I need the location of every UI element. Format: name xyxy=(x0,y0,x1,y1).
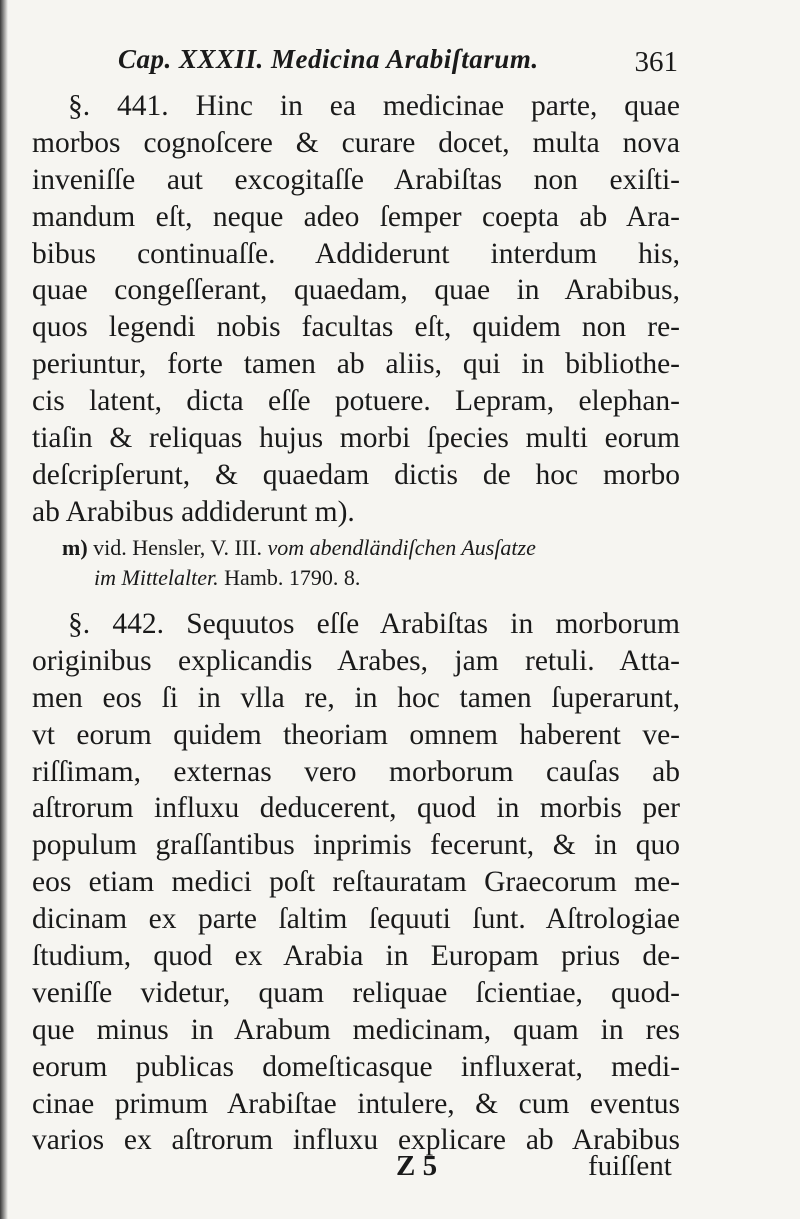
text-line: §. 442. Sequutos eſſe Arabiſtas in morborum xyxy=(68,608,680,640)
text-line: cis latent, dicta eſſe potuere. Lepram, elephan- xyxy=(32,385,680,418)
text-line: ab Arabibus addiderunt m). xyxy=(32,495,355,528)
running-title: Cap. XXXII. Medicina Arabiſtarum. xyxy=(118,44,539,74)
footnote-suffix: Hamb. 1790. 8. xyxy=(224,565,361,590)
section-441 xyxy=(32,88,680,531)
text-line: §. 441. Hinc in ea medicinae parte, quae xyxy=(68,90,680,122)
text-line: morbos cognoſcere & curare docet, multa nova xyxy=(32,126,680,159)
section-442 xyxy=(32,606,680,1159)
footnote xyxy=(62,533,680,593)
text-line: mandum eſt, neque adeo ſemper coepta ab Ara- xyxy=(32,200,680,233)
page-footer xyxy=(0,1150,800,1190)
footnote-line xyxy=(62,533,680,563)
text-line: ſtudium, quod ex Arabia in Europam prius de- xyxy=(32,940,680,973)
footnote-line xyxy=(62,563,680,593)
text-line: bibus continuaſſe. Addiderunt interdum his, xyxy=(32,237,680,270)
catchword: fuiſſent xyxy=(588,1150,672,1182)
footnote-title-part2: im Mittelalter. xyxy=(94,565,219,590)
text-line: deſcripſerunt, & quaedam dictis de hoc morbo xyxy=(32,458,680,491)
text-line: tiaſin & reliquas hujus morbi ſpecies multi eorum xyxy=(32,422,680,455)
footnote-title-part1: vom abendländiſchen Ausſatze xyxy=(267,535,536,560)
text-line: dicinam ex parte ſaltim ſequuti ſunt. Aſtrologiae xyxy=(32,903,680,936)
signature-mark: Z 5 xyxy=(396,1150,438,1182)
text-line: cinae primum Arabiſtae intulere, & cum eventus xyxy=(32,1087,680,1120)
footnote-marker: m) xyxy=(62,535,88,560)
text-line: populum graſſantibus inprimis fecerunt, & in quo xyxy=(32,829,680,862)
text-line: quos legendi nobis facultas eſt, quidem non re- xyxy=(32,311,680,344)
text-line: veniſſe videtur, quam reliquae ſcientiae, quod- xyxy=(32,976,680,1009)
text-line: originibus explicandis Arabes, jam retuli. Atta- xyxy=(32,644,680,677)
text-line: vt eorum quidem theoriam omnem haberent ve- xyxy=(32,718,680,751)
text-line: eorum publicas domeſticasque influxerat, medi- xyxy=(32,1050,680,1083)
text-line: eos etiam medici poſt reſtauratam Graecorum me- xyxy=(32,866,680,899)
text-line: inveniſſe aut excogitaſſe Arabiſtas non exiſti- xyxy=(32,163,680,196)
text-line: men eos ſi in vlla re, in hoc tamen ſuperarunt, xyxy=(32,681,680,714)
text-line: periuntur, forte tamen ab aliis, qui in bibliothe- xyxy=(32,348,680,381)
running-header xyxy=(118,40,678,84)
footnote-prefix: vid. Hensler, V. III. xyxy=(93,535,262,560)
text-line: que minus in Arabum medicinam, quam in res xyxy=(32,1013,680,1046)
text-line: varios ex aſtrorum influxu explicare ab Arabibus xyxy=(32,1124,680,1157)
text-line: quae congeſſerant, quaedam, quae in Arabibus, xyxy=(32,274,680,307)
page-shadow-edge xyxy=(0,0,8,1219)
text-line: riſſimam, externas vero morborum cauſas ab xyxy=(32,755,680,788)
page-number: 361 xyxy=(634,46,678,78)
text-line: aſtrorum influxu deducerent, quod in morbis per xyxy=(32,792,680,825)
